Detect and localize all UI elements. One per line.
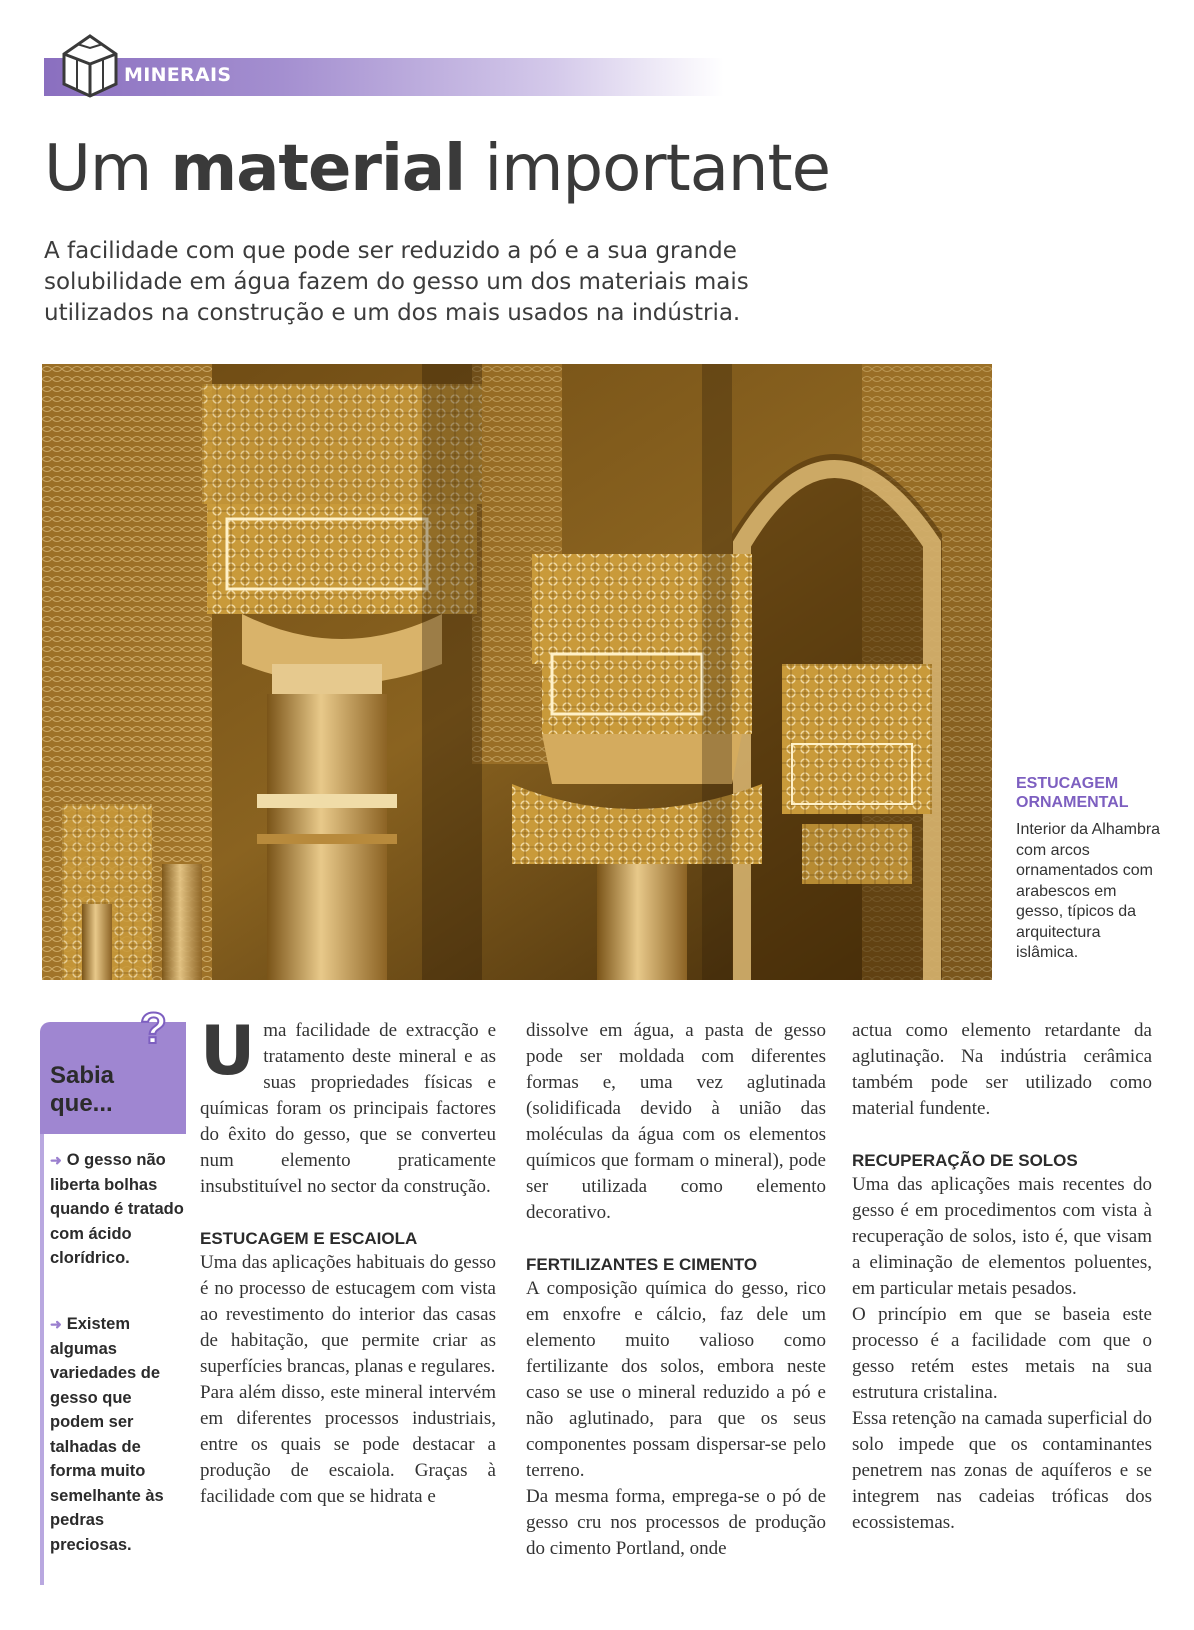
title-part-bold: material — [170, 132, 466, 206]
intro-paragraph — [200, 1012, 496, 1200]
lead-paragraph: A facilidade com que pode ser reduzido a pó e a sua grande solubilidade em água fazem do gesso um dos materiais mais utilizados na construção e um dos mais usados na indústria. — [44, 238, 749, 326]
did-you-know-title-line-1: Sabia — [50, 1062, 115, 1089]
did-you-know-title-line-2: que... — [50, 1090, 113, 1117]
body-paragraph: Essa retenção na camada superficial do solo impede que os contaminantes penetrem nas zonas de aquíferos e se integrem nas cadeias tróficas dos ecossistemas. — [852, 1408, 1152, 1533]
section-heading: RECUPERAÇÃO DE SOLOS — [852, 1151, 1078, 1170]
section-label: MINERAIS — [124, 64, 232, 86]
title-part-2: importante — [484, 132, 830, 206]
arrow-right-icon: ➜ — [50, 1152, 62, 1168]
drop-cap: U — [200, 1012, 256, 1091]
body-column-1 — [200, 1012, 496, 1510]
did-you-know-box — [40, 1004, 186, 1585]
caption-text: Interior da Alhambra com arcos ornamentados com arabescos em gesso, típicos da arquitectura islâmica. — [1016, 821, 1161, 961]
page-title — [44, 132, 830, 206]
did-you-know-item — [50, 1148, 186, 1271]
body-paragraph: Para além disso, este mineral intervém em diferentes processos industriais, entre os quais se pode destacar a produção de escaiola. Graças à facilidade com que se hidrata e — [200, 1382, 496, 1507]
body-paragraph: Uma das aplicações mais recentes do gesso é em procedimentos com vista à recuperação de solos, isto é, que visam a eliminação de elementos poluentes, em particular metais pesados. — [852, 1174, 1152, 1299]
body-paragraph: A composição química do gesso, rico em enxofre e cálcio, faz dele um elemento muito valioso como fertilizante dos solos, embora neste caso se use o mineral reduzido a pó e não aglutinado, para que os seus componentes possam dispersar-se pelo terreno. — [526, 1278, 826, 1481]
intro-text: ma facilidade de extracção e tratamento deste mineral e as suas propriedades físicas e químicas foram os principais factores do êxito do gesso, que se converteu num elemento praticamente insubstituível no sector da construção. — [200, 1020, 496, 1197]
body-paragraph: actua como elemento retardante da aglutinação. Na indústria cerâmica também pode ser utilizado como material fundente. — [852, 1020, 1152, 1119]
body-column-3 — [852, 1018, 1152, 1536]
title-part-1: Um — [44, 132, 152, 206]
alhambra-photo — [42, 364, 992, 980]
crystal-icon — [58, 34, 122, 98]
section-heading: ESTUCAGEM E ESCAIOLA — [200, 1229, 418, 1248]
body-paragraph: O princípio em que se baseia este processo é a facilidade com que o gesso retém estes metais na sua estrutura cristalina. — [852, 1304, 1152, 1403]
body-paragraph: dissolve em água, a pasta de gesso pode ser moldada com diferentes formas e, uma vez aglutinada (solidificada devido à união das moléculas da água com os elementos químicos que formam o mineral), pode ser utilizada como elemento decorativo. — [526, 1020, 826, 1223]
did-you-know-item — [50, 1312, 186, 1557]
arrow-right-icon: ➜ — [50, 1316, 62, 1332]
did-you-know-title — [50, 1062, 114, 1118]
section-heading: FERTILIZANTES E CIMENTO — [526, 1255, 758, 1274]
body-paragraph: Da mesma forma, emprega-se o pó de gesso cru nos processos de produção do cimento Portland, onde — [526, 1486, 826, 1559]
did-you-know-item-text: Existem algumas variedades de gesso que podem ser talhadas de forma muito semelhante às pedras preciosas. — [50, 1315, 164, 1554]
body-paragraph: Uma das aplicações habituais do gesso é no processo de estucagem com vista ao revestimento do interior das casas de habitação, que permite criar as superfícies brancas, planas e regulares. — [200, 1252, 496, 1377]
sidebar-rule — [40, 1134, 44, 1585]
body-column-2 — [526, 1018, 826, 1562]
caption-title: ESTUCAGEM ORNAMENTAL — [1016, 775, 1129, 811]
did-you-know-item-text: O gesso não liberta bolhas quando é tratado com ácido clorídrico. — [50, 1151, 184, 1267]
question-mark-icon: ? — [140, 1004, 167, 1053]
